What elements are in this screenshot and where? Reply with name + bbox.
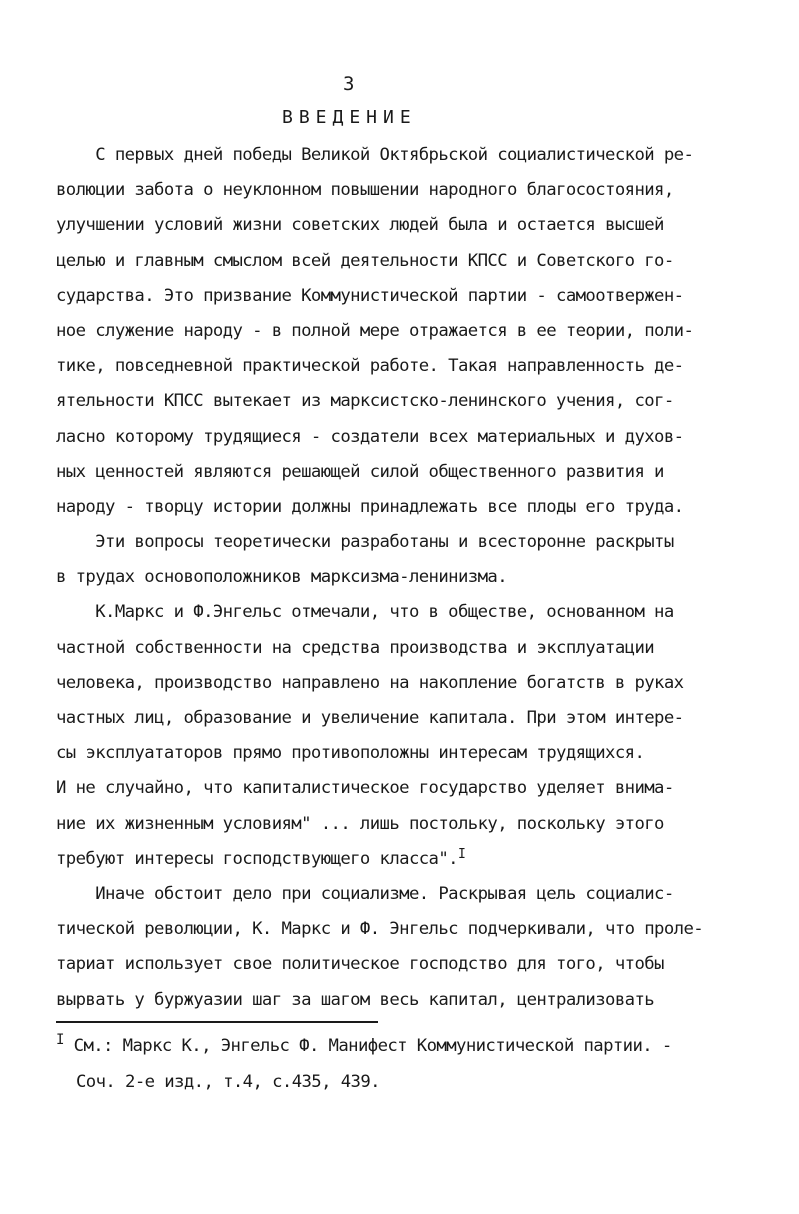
text-line: ятельности КПСС вытекает из марксистско-ленинского учения, сог-: [56, 391, 674, 412]
text-line: И не случайно, что капиталистическое государство уделяет внима-: [56, 778, 674, 799]
text-line: К.Маркс и Ф.Энгельс отмечали, что в обществе, основанном на: [56, 602, 674, 623]
footnote-line: [56, 1028, 776, 1064]
footnote: [56, 1028, 776, 1100]
text-line: частной собственности на средства производства и эксплуатации: [56, 637, 655, 658]
footnote-reference: I: [457, 846, 466, 862]
text-line: человека, производство направлено на накопление богатств в руках: [56, 672, 684, 693]
text-line: ное служение народу - в полной мере отражается в ее теории, поли-: [56, 320, 694, 341]
text-line: тариат использует свое политическое господство для того, чтобы: [56, 954, 664, 975]
text-line: вырвать у буржуазии шаг за шагом весь капитал, централизовать: [56, 989, 655, 1010]
text-line: тике, повседневной практической работе. Такая направленность де-: [56, 356, 684, 377]
text-line: тической революции, К. Маркс и Ф. Энгельс подчеркивали, что проле-: [56, 919, 704, 940]
text-line-content: требуют интересы господствующего класса".: [56, 848, 458, 869]
text-line: Эти вопросы теоретически разработаны и всесторонне раскрыты: [56, 532, 674, 553]
text-line: целью и главным смыслом всей деятельности КПСС и Советского го-: [56, 250, 674, 271]
body-text: [56, 138, 776, 1018]
text-line: народу - творцу истории должны принадлежать все плоды его труда.: [56, 496, 684, 517]
page-title: ВВЕДЕНИЕ: [282, 107, 417, 128]
text-line: частных лиц, образование и увеличение капитала. При этом интере-: [56, 708, 684, 728]
text-line: С первых дней победы Великой Октябрьской социалистической ре-: [56, 145, 694, 165]
footnote-marker: I: [56, 1032, 64, 1048]
text-line: ние их жизненным условиям" ... лишь постольку, поскольку этого: [56, 813, 664, 834]
text-line: Иначе обстоит дело при социализме. Раскрывая цель социалис-: [56, 883, 674, 904]
page-number: 3: [343, 73, 355, 95]
text-line: сы эксплуататоров прямо противоположны интересам трудящихся.: [56, 743, 645, 764]
text-line: улучшении условий жизни советских людей была и остается высшей: [56, 215, 664, 236]
text-line-with-footnote: [56, 842, 776, 877]
text-line: ных ценностей являются решающей силой общественного развития и: [56, 461, 664, 482]
footnote-line: Соч. 2-е изд., т.4, с.435, 439.: [76, 1072, 380, 1092]
footnote-text: См.: Маркс К., Энгельс Ф. Манифест Коммунистической партии. -: [63, 1036, 672, 1056]
footnote-divider: [56, 1021, 378, 1023]
text-line: сударства. Это призвание Коммунистической партии - самоотвержен-: [56, 285, 684, 306]
text-line: ласно которому трудящиеся - создатели всех материальных и духов-: [56, 426, 684, 447]
text-line: в трудах основоположников марксизма-ленинизма.: [56, 567, 507, 588]
text-line: волюции забота о неуклонном повышении народного благосостояния,: [56, 180, 674, 201]
